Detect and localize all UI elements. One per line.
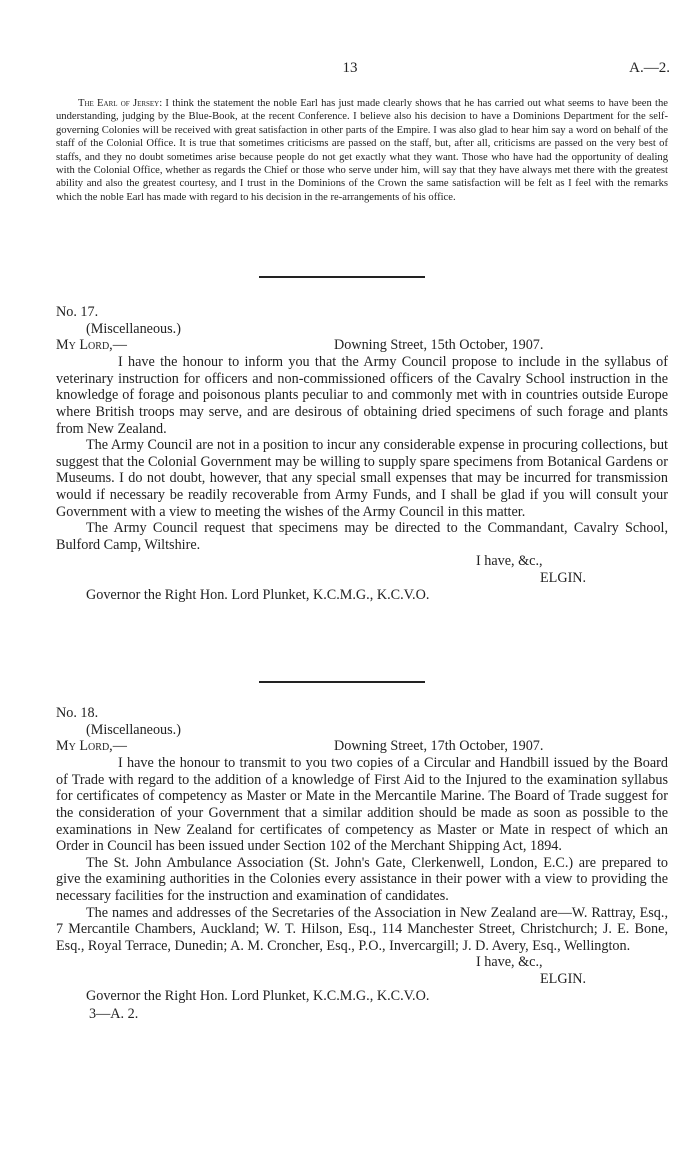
letter-number: No. 18. — [56, 705, 99, 721]
letter-category: (Miscellaneous.) — [86, 721, 181, 738]
section-divider — [259, 681, 425, 683]
salutation: My Lord,— — [56, 738, 127, 755]
section-divider — [259, 276, 425, 278]
signature: ELGIN. — [540, 569, 587, 586]
letter-paragraph: The St. John Ambulance Association (St. John's Gate, Clerkenwell, London, E.C.) are prepared to give the examining authorities in the Colonies every assistance in their power with a view to providing the necessary facilities for the instruction and examination of candidates. — [56, 854, 668, 904]
addressee: Governor the Right Hon. Lord Plunket, K.C.M.G., K.C.V.O. — [86, 987, 430, 1004]
letter-date: Downing Street, 17th October, 1907. — [334, 738, 544, 755]
letter-no-17 — [56, 304, 668, 603]
closing: I have, &c., — [476, 553, 543, 570]
letter-category: (Miscellaneous.) — [86, 320, 181, 337]
speech-text: : I think the statement the noble Earl has just made clearly shows that he has carried out what seems to have been the understanding, judging by the Blue-Book, at the recent Conference. I believe also his decision to have a Dominions Department for the self-governing Colonies will be received with great satisfaction in other parts of the Empire. I was also glad to hear him say a word on behalf of the staff of the Colonial Office. It is true that sometimes criticisms are passed on the staff, but, after all, criticisms are passed on the very best of staffs, and they no doubt sometimes arise because people do not get exactly what they want. Those who have had the opportunity of dealing with the Colonial Office, whether as regards the Chief or those who serve under him, will say that they have always met there with the greatest ability and also the greatest courtesy, and I trust in the Dominions of the Crown the same satisfaction will be felt as I feel with the remarks which the noble Earl has made with regard to his decision in the re-arrangements of his office. — [56, 98, 668, 203]
letter-paragraph: The Army Council are not in a position to incur any considerable expense in procuring collections, but suggest that the Colonial Government may be willing to supply spare specimens from Botanical Gardens or Museums. I do not doubt, however, that any special small expenses that may be incurred for transmission would if necessary be readily recoverable from Army Funds, and I shall be glad if you will consult your Government with a view to meeting the wishes of the Army Council in this matter. — [56, 437, 668, 520]
signature: ELGIN. — [540, 970, 587, 987]
letter-date: Downing Street, 15th October, 1907. — [334, 337, 544, 354]
letter-paragraph: The Army Council request that specimens may be directed to the Commandant, Cavalry School, Bulford Camp, Wiltshire. — [56, 520, 668, 553]
page-number: 13 — [342, 60, 358, 76]
letter-paragraph: The names and addresses of the Secretaries of the Association in New Zealand are—W. Rattray, Esq., 7 Mercantile Chambers, Auckland; W. T. Hilson, Esq., 114 Manchester Street, Christchurch; J. E. Bone, Esq., Royal Terrace, Dunedin; A. M. Croncher, Esq., P.O., Invercargill; J. D. Avery, Esq., Wellington. — [56, 904, 668, 954]
salutation: My Lord,— — [56, 337, 127, 354]
letter-no-18 — [56, 705, 668, 1023]
signature-mark: 3—A. 2. — [89, 1006, 139, 1023]
letter-number: No. 17. — [56, 304, 99, 320]
closing: I have, &c., — [476, 954, 543, 971]
letter-paragraph: I have the honour to transmit to you two copies of a Circular and Handbill issued by the Board of Trade with regard to the addition of a knowledge of First Aid to the Injured to the examination syllabus for certificates of competency as Master or Mate in the Mercantile Marine. The Board of Trade suggest for the consideration of your Government that a similar addition should be made as soon as possible to the examinations in New Zealand for certificates of competency as Master or Mate in respect of which an Order in Council has been issued under Section 102 of the Merchant Shipping Act, 1894. — [56, 755, 668, 855]
addressee: Governor the Right Hon. Lord Plunket, K.C.M.G., K.C.V.O. — [86, 586, 430, 603]
paper-reference: A.—2. — [629, 60, 670, 76]
speaker-name: The Earl of Jersey — [78, 98, 160, 109]
letter-paragraph: I have the honour to inform you that the Army Council propose to include in the syllabus of veterinary instruction for officers and non-commissioned officers of the Cavalry School instruction in the knowledge of forage and poisonous plants peculiar to and commonly met with in countries outside Europe where British troops may serve, and are desirous of obtaining dried specimens of such forage and plants from New Zealand. — [56, 354, 668, 437]
speech-paragraph — [56, 97, 668, 204]
